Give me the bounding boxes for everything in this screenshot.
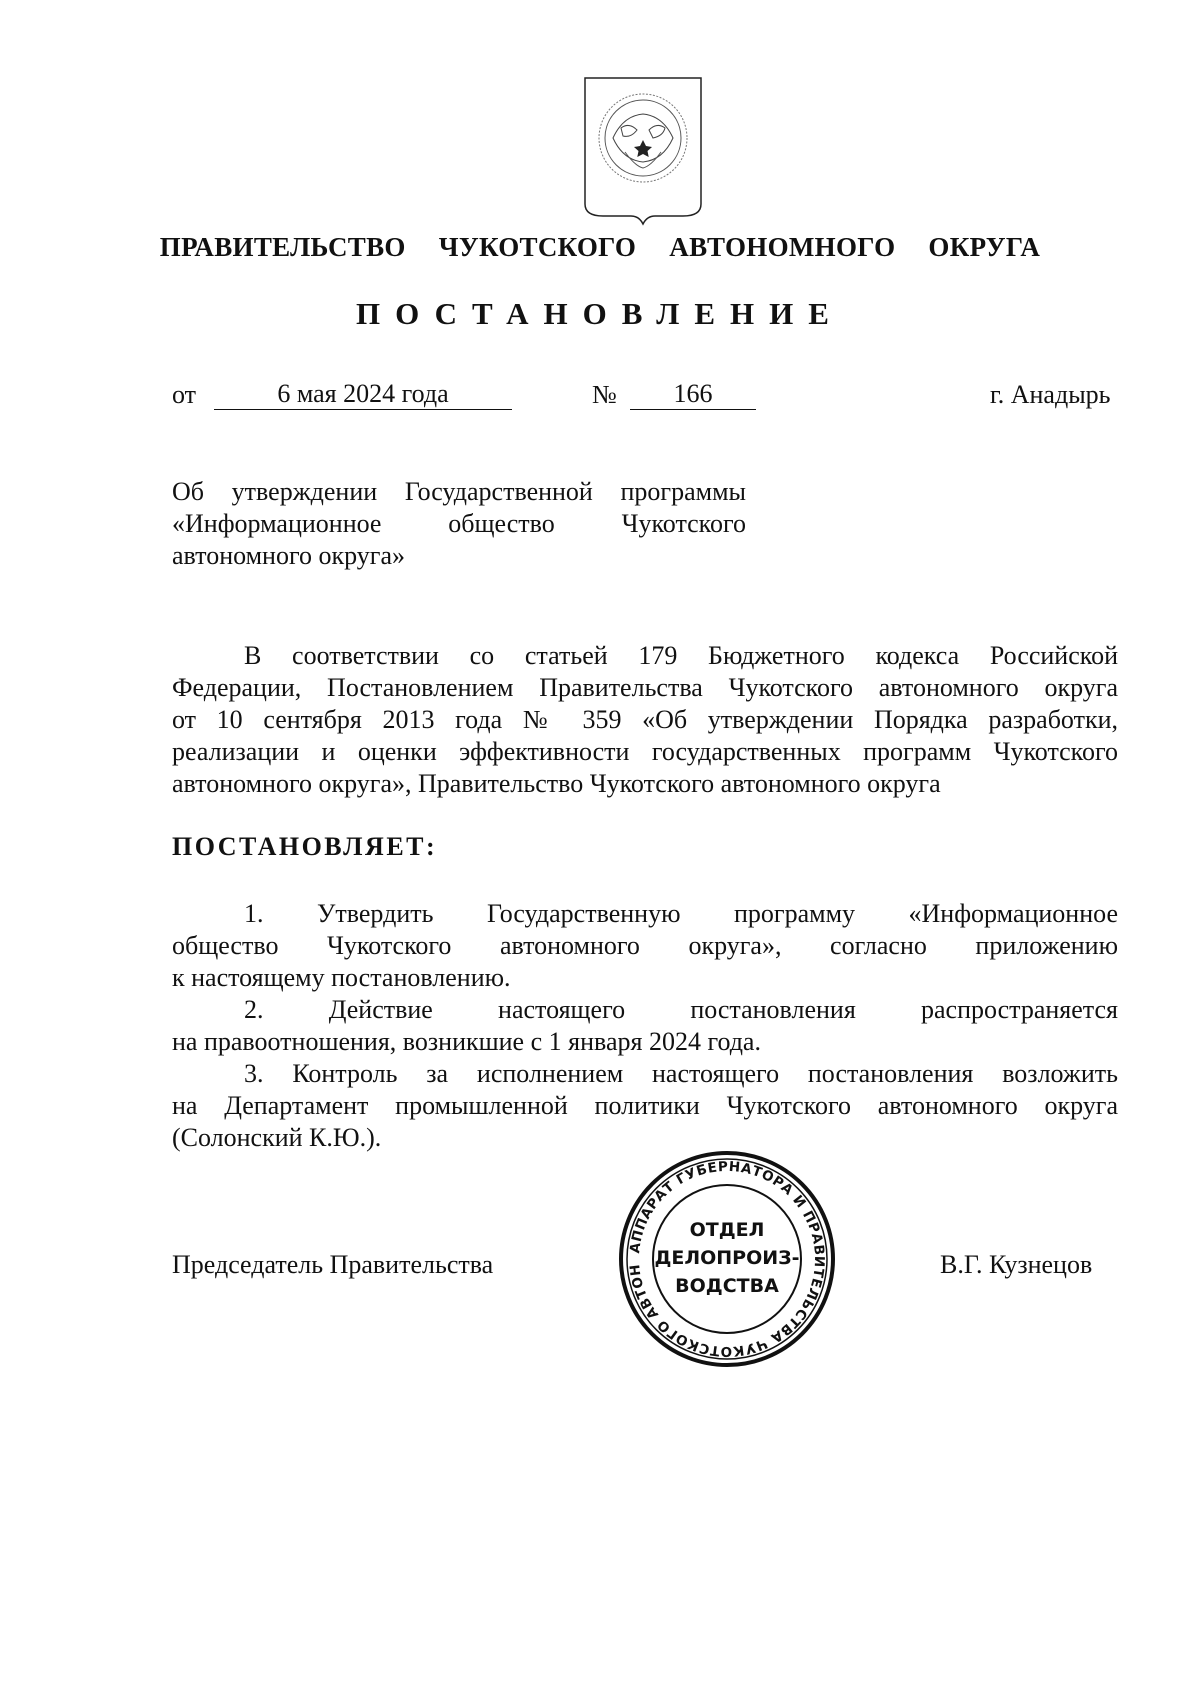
resolves-heading: ПОСТАНОВЛЯЕТ: bbox=[172, 832, 438, 861]
item-3 bbox=[172, 1058, 1118, 1154]
item-2 bbox=[172, 994, 1118, 1058]
item-line: на правоотношения, возникшие с 1 января 2024 года. bbox=[172, 1027, 761, 1056]
official-seal bbox=[616, 1148, 838, 1370]
seal-center-line: ВОДСТВА bbox=[675, 1275, 779, 1297]
document-number: 166 bbox=[630, 378, 756, 410]
seal-center-line: ОТДЕЛ bbox=[689, 1219, 765, 1241]
preamble-line: В соответствии со статьей 179 Бюджетного кодекса Российской bbox=[244, 641, 1118, 670]
item-line: общество Чукотского автономного округа», согласно приложению bbox=[172, 931, 1118, 960]
preamble-line: автономного округа», Правительство Чукотского автономного округа bbox=[172, 769, 941, 798]
signatory-position: Председатель Правительства bbox=[172, 1250, 494, 1279]
item-1 bbox=[172, 898, 1118, 994]
organization-title: ПРАВИТЕЛЬСТВО ЧУКОТСКОГО АВТОНОМНОГО ОКРУГА bbox=[159, 232, 1041, 262]
item-line: 1. Утвердить Государственную программу «Информационное bbox=[244, 899, 1118, 928]
preamble-line: реализации и оценки эффективности государственных программ Чукотского bbox=[172, 737, 1118, 766]
item-line: 3. Контроль за исполнением настоящего постановления возложить bbox=[244, 1059, 1118, 1088]
document-date: 6 мая 2024 года bbox=[214, 378, 512, 410]
city: г. Анадырь bbox=[990, 380, 1111, 409]
item-line: 2. Действие настоящего постановления распространяется bbox=[244, 995, 1118, 1024]
preamble bbox=[172, 640, 1118, 800]
preamble-line: Федерации, Постановлением Правительства Чукотского автономного округа bbox=[172, 673, 1118, 702]
document-type-title: ПОСТАНОВЛЕНИЕ bbox=[356, 296, 844, 331]
seal-center-line: ДЕЛОПРОИЗ- bbox=[654, 1247, 800, 1269]
coat-of-arms-icon bbox=[583, 76, 703, 226]
item-line: к настоящему постановлению. bbox=[172, 963, 511, 992]
document-subject bbox=[172, 476, 746, 572]
number-sign: № bbox=[592, 380, 617, 409]
preamble-line: от 10 сентября 2013 года № 359 «Об утверждении Порядка разработки, bbox=[172, 705, 1118, 734]
subject-line: Об утверждении Государственной программы bbox=[172, 477, 746, 506]
item-line: (Солонский К.Ю.). bbox=[172, 1123, 382, 1152]
date-prefix: от bbox=[172, 380, 197, 409]
signatory-name: В.Г. Кузнецов bbox=[940, 1250, 1093, 1279]
seal-ring-text: АППАРАТ ГУБЕРНАТОРА И ПРАВИТЕЛЬСТВА ЧУКОТСКОГО АВТОН bbox=[627, 1158, 828, 1360]
subject-line: автономного округа» bbox=[172, 541, 405, 570]
subject-line: «Информационное общество Чукотского bbox=[172, 509, 746, 538]
item-line: на Департамент промышленной политики Чукотского автономного округа bbox=[172, 1091, 1118, 1120]
